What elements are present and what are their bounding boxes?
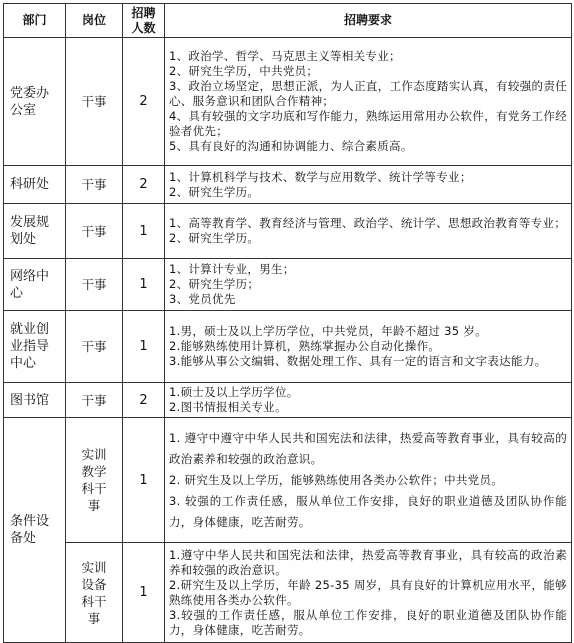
requirements-cell	[165, 204, 572, 259]
position-name: 干事	[81, 339, 107, 354]
requirement-item: 1.遵守中华人民共和国宪法和法律，热爱高等教育事业，具有较高的政治素养和较强的政治意识。	[169, 547, 567, 577]
dept-cell	[4, 38, 66, 166]
position-cell	[66, 166, 123, 204]
count-cell: 1	[123, 543, 165, 643]
table-row	[4, 418, 572, 543]
count-cell: 2	[123, 383, 165, 418]
position-cell	[66, 311, 123, 383]
count-cell: 1	[123, 204, 165, 259]
position-name: 实训 设备 科干 事	[81, 559, 107, 626]
requirements-cell	[165, 543, 572, 643]
position-name: 干事	[81, 94, 107, 109]
count-cell: 1	[123, 311, 165, 383]
position-cell	[66, 259, 123, 311]
requirement-item: 3、政治立场坚定，思想正派，为人正直，工作态度踏实认真，有较强的责任心、服务意识和团队合作精神；	[169, 79, 567, 108]
requirement-item: 2.图书情报相关专业。	[169, 400, 287, 414]
header-dept: 部门	[4, 4, 66, 38]
count-cell: 1	[123, 418, 165, 543]
requirement-item: 1.男，硕士及以上学历学位，中共党员，年龄不超过 35 岁。	[169, 324, 487, 338]
recruitment-table	[3, 3, 572, 643]
position-name: 干事	[81, 277, 107, 292]
position-name: 实训 教学 科干 事	[81, 447, 107, 513]
requirement-item: 1、计算机科学与技术、数学与应用数学、统计学等专业；	[169, 169, 472, 184]
table-row	[4, 383, 572, 418]
dept-name: 党委办 公室	[10, 85, 50, 118]
requirement-item: 2.能够熟练使用计算机，熟练掌握办公自动化操作。	[169, 339, 441, 353]
requirement-item: 1. 遵守中遵守中华人民共和国宪法和法律，热爱高等教育事业，具有较高的政治素养和较强的政治意识。	[169, 430, 567, 466]
header-position: 岗位	[66, 4, 123, 38]
dept-name: 科研处	[10, 177, 50, 192]
position-cell	[66, 38, 123, 166]
requirement-item: 4、具有较强的文字功底和写作能力，熟练运用常用办公软件，有党务工作经验者优先；	[169, 109, 567, 138]
dept-name: 条件设 备处	[10, 514, 50, 546]
dept-name: 图书馆	[10, 392, 50, 408]
requirement-item: 2、研究生学历。	[169, 231, 260, 245]
dept-name: 就业创 业指导 中心	[10, 322, 50, 371]
dept-cell	[4, 166, 66, 204]
requirements-cell	[165, 383, 572, 418]
position-cell	[66, 418, 123, 543]
position-cell	[66, 543, 123, 643]
table-row	[4, 166, 572, 204]
requirement-item: 3.能够从事公文编辑、数据处理工作、具有一定的语言和文字表达能力。	[169, 354, 547, 368]
requirement-item: 2、研究生学历。	[169, 184, 260, 199]
requirement-item: 1、计算计专业，男生；	[169, 262, 295, 276]
count-cell: 2	[123, 38, 165, 166]
dept-cell	[4, 204, 66, 259]
requirements-cell	[165, 259, 572, 311]
table-row	[4, 543, 572, 643]
requirements-cell	[165, 38, 572, 166]
requirement-item: 3.较强的工作责任感，服从单位工作安排，良好的职业道德及团队协作能力，身体健康，吃苦耐劳。	[169, 607, 567, 637]
requirement-item: 2、研究生学历，中共党员；	[169, 64, 319, 78]
dept-name: 网络中 心	[10, 268, 50, 301]
position-name: 干事	[81, 392, 107, 408]
dept-cell	[4, 311, 66, 383]
requirements-cell	[165, 166, 572, 204]
position-cell	[66, 383, 123, 418]
position-name: 干事	[81, 177, 107, 192]
header-count-label: 招聘 人数	[131, 5, 156, 35]
count-cell: 2	[123, 166, 165, 204]
dept-cell	[4, 383, 66, 418]
requirement-item: 2. 研究生及以上学历，能够熟练使用各类办公软件；中共党员。	[169, 472, 504, 487]
table-row	[4, 259, 572, 311]
count-cell: 1	[123, 259, 165, 311]
requirements-cell	[165, 311, 572, 383]
requirement-item: 1.硕士及以上学历学位。	[169, 385, 299, 399]
dept-cell	[4, 418, 66, 643]
requirement-item: 2、研究生学历；	[169, 277, 260, 291]
dept-cell	[4, 259, 66, 311]
requirement-item: 1、高等教育学、教育经济与管理、政治学、统计学、思想政治教育等专业；	[169, 216, 567, 230]
table-row	[4, 311, 572, 383]
position-cell	[66, 204, 123, 259]
table-row	[4, 204, 572, 259]
requirement-item: 3. 较强的工作责任感，服从单位工作安排，良好的职业道德及团队协作能力，身体健康，吃苦耐劳。	[169, 493, 567, 529]
requirement-item: 1、政治学、哲学、马克思主义等相关专业；	[169, 49, 401, 63]
table-row	[4, 38, 572, 166]
header-requirements: 招聘要求	[165, 4, 572, 38]
requirement-item: 2.研究生及以上学历，年龄 25-35 周岁，具有良好的计算机应用水平，能够熟练使用各类办公软件。	[169, 577, 567, 607]
header-count	[123, 4, 165, 38]
position-name: 干事	[81, 223, 107, 239]
requirement-item: 5、具有良好的沟通和协调能力、综合素质高。	[169, 139, 413, 153]
header-row	[4, 4, 572, 38]
requirement-item: 3、党员优先	[169, 292, 236, 306]
requirements-cell	[165, 418, 572, 543]
dept-name: 发展规 划处	[10, 215, 50, 247]
